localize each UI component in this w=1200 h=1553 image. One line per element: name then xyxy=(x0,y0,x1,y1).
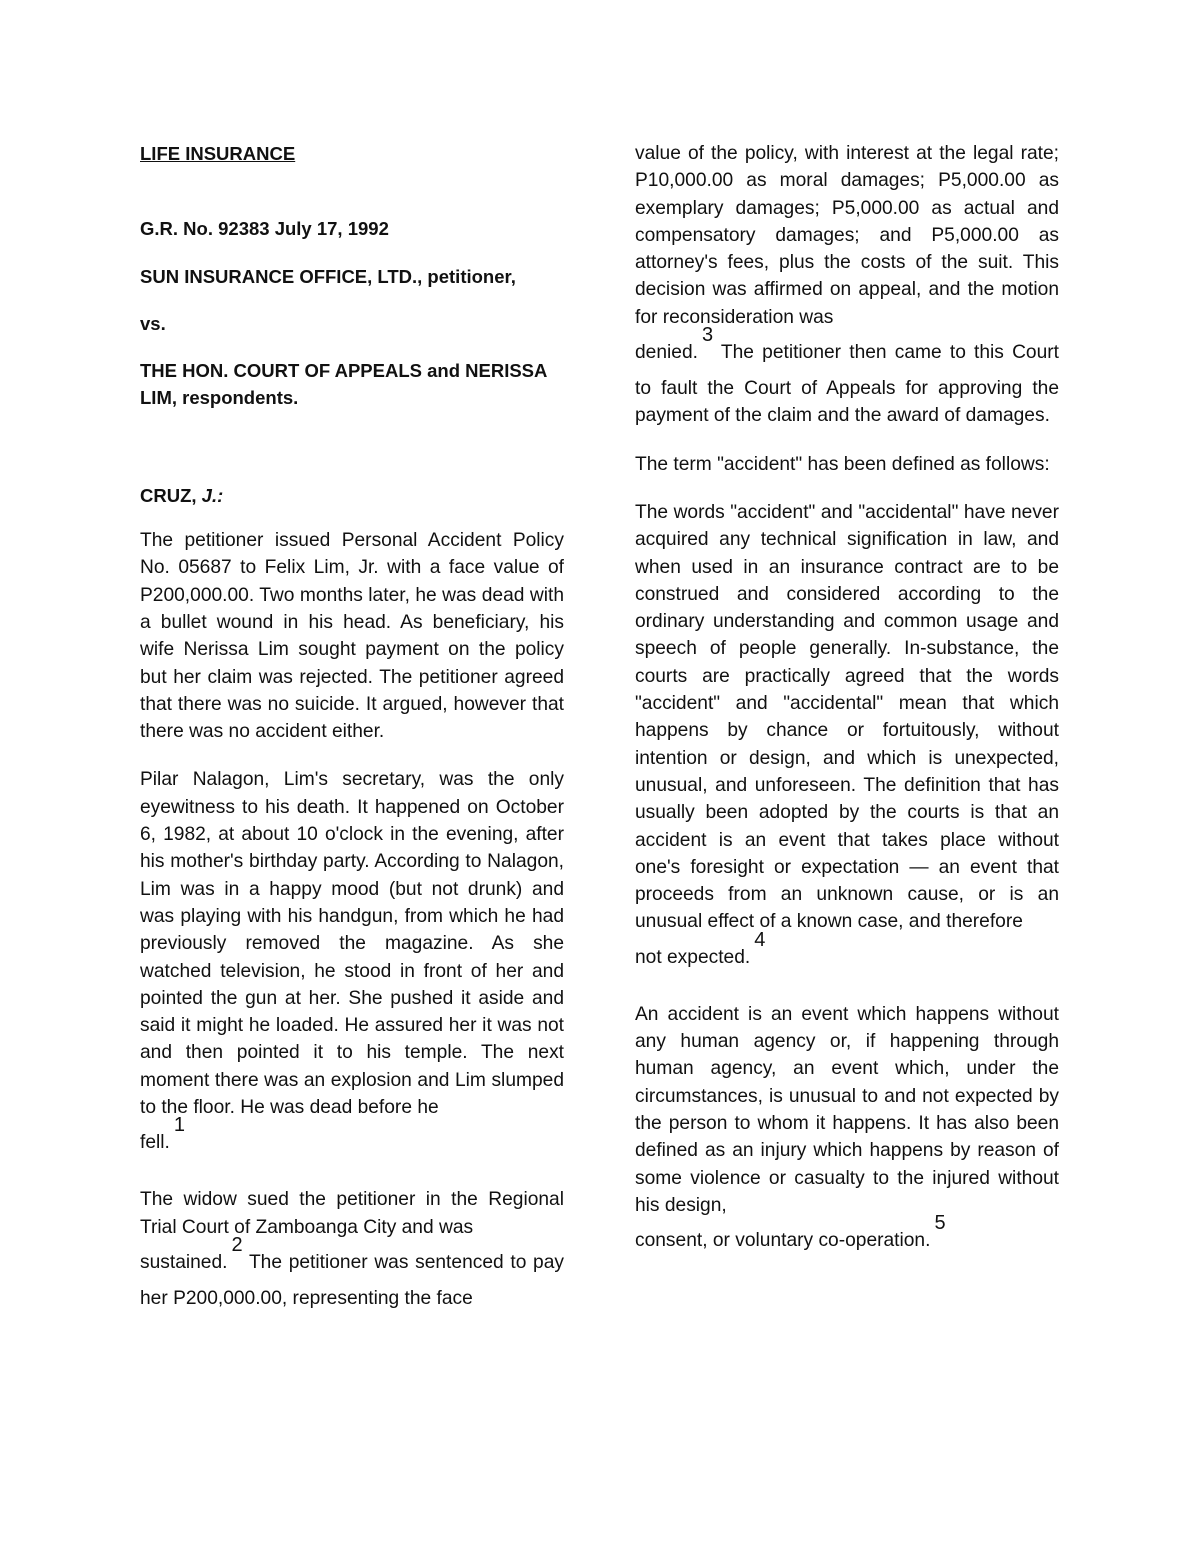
judge-name: CRUZ, xyxy=(140,484,197,506)
left-column xyxy=(140,140,564,1333)
document-title: LIFE INSURANCE xyxy=(140,143,296,164)
left-paragraph-1: The petitioner issued Personal Accident Policy No. 05687 to Felix Lim, Jr. with a face value of P200,000.00. Two months later, he was dead with a bullet wound in his head. As beneficiary, his wife Nerissa Lim sought payment on the policy but her claim was rejected. The petitioner agreed that there was no suicide. It argued, however that there was no accident either. xyxy=(140,530,564,743)
footnote-3[interactable]: 3 xyxy=(701,324,714,347)
versus-line: vs. xyxy=(140,312,166,334)
right-paragraph-4-text: An accident is an event which happens without any human agency or, if happening through human agency, an event which, under the circumstances, is unusual to and not expected by the person to whom it happens. It has also been defined as an injury which happens by reason of some violence or casualty to the injured without his design, xyxy=(635,1003,1059,1216)
right-paragraph-2: The term "accident" has been defined as follows: xyxy=(635,453,1050,475)
right-paragraph-4 xyxy=(635,1001,1059,1263)
footnote-2[interactable]: 2 xyxy=(231,1233,243,1256)
footnote-4[interactable]: 4 xyxy=(754,928,766,951)
left-paragraph-3-line: sustained. xyxy=(140,1251,228,1273)
footnote-1[interactable]: 1 xyxy=(173,1114,185,1137)
right-paragraph-4-end: consent, or voluntary co-operation. xyxy=(635,1230,931,1252)
right-paragraph-1-start: value of the policy, with interest at the legal rate; P10,000.00 as moral damages; P5,000.00 as exemplary damages; P5,000.00 as actual and compensatory damages; and P5,000.00 as attorney's fees, plus the costs of the suit. This decision was affirmed on appeal, and the motion for reconsideration was xyxy=(635,143,1059,328)
left-paragraph-2-end: fell. xyxy=(140,1132,170,1154)
right-paragraph-3 xyxy=(635,499,1059,980)
left-paragraph-3-rest: The petitioner was sentenced to pay her P200,000.00, representing the face xyxy=(140,1251,564,1309)
right-paragraph-1-rest: The petitioner then came to this Court to fault the Court of Appeals for approving the payment of the claim and the award of damages. xyxy=(635,342,1059,427)
case-number: G.R. No. 92383 July 17, 1992 xyxy=(140,218,389,240)
right-paragraph-3-end: not expected. xyxy=(635,946,751,968)
footnote-5[interactable]: 5 xyxy=(934,1212,946,1235)
right-paragraph-1-line: denied. xyxy=(635,342,698,364)
left-paragraph-3 xyxy=(140,1186,564,1312)
respondents-line: THE HON. COURT OF APPEALS and NERISSA LIM, respondents. xyxy=(140,360,547,409)
left-paragraph-2-text: Pilar Nalagon, Lim's secretary, was the only eyewitness to his death. It happened on October 6, 1982, at about 10 o'clock in the evening, after his mother's birthday party. According to Nalagon, Lim was in a happy mood (but not drunk) and was playing with his handgun, from which he had previously removed the magazine. As she watched television, he stood in front of her and pointed the gun at her. She pushed it aside and said it might he loaded. He assured her it was not and then pointed it to his temple. The next moment there was an explosion and Lim slumped to the floor. He was dead before he xyxy=(140,769,564,1119)
right-column xyxy=(635,140,1059,1284)
right-paragraph-1 xyxy=(635,140,1059,430)
right-paragraph-3-text: The words "accident" and "accidental" have never acquired any technical signification in law, and when used in an insurance contract are to be construed and considered according to the ordinary understanding and common usage and speech of people generally. In-substance, the courts are practically agreed that the words "accident" and "accidental" mean that which happens by chance or fortuitously, without intention or design, and which is unexpected, unusual, and unforeseen. The definition that has usually been adopted by the courts is that an accident is an event that takes place without one's foresight or expectation — an event that proceeds from an unknown cause, or is an unusual effect of a known case, and therefore xyxy=(635,501,1059,933)
ponente-line xyxy=(140,482,564,509)
judge-title: J.: xyxy=(201,484,224,506)
left-paragraph-2 xyxy=(140,766,564,1165)
petitioner-line: SUN INSURANCE OFFICE, LTD., petitioner, xyxy=(140,265,516,287)
left-paragraph-3-start: The widow sued the petitioner in the Regional Trial Court of Zamboanga City and was xyxy=(140,1189,564,1238)
